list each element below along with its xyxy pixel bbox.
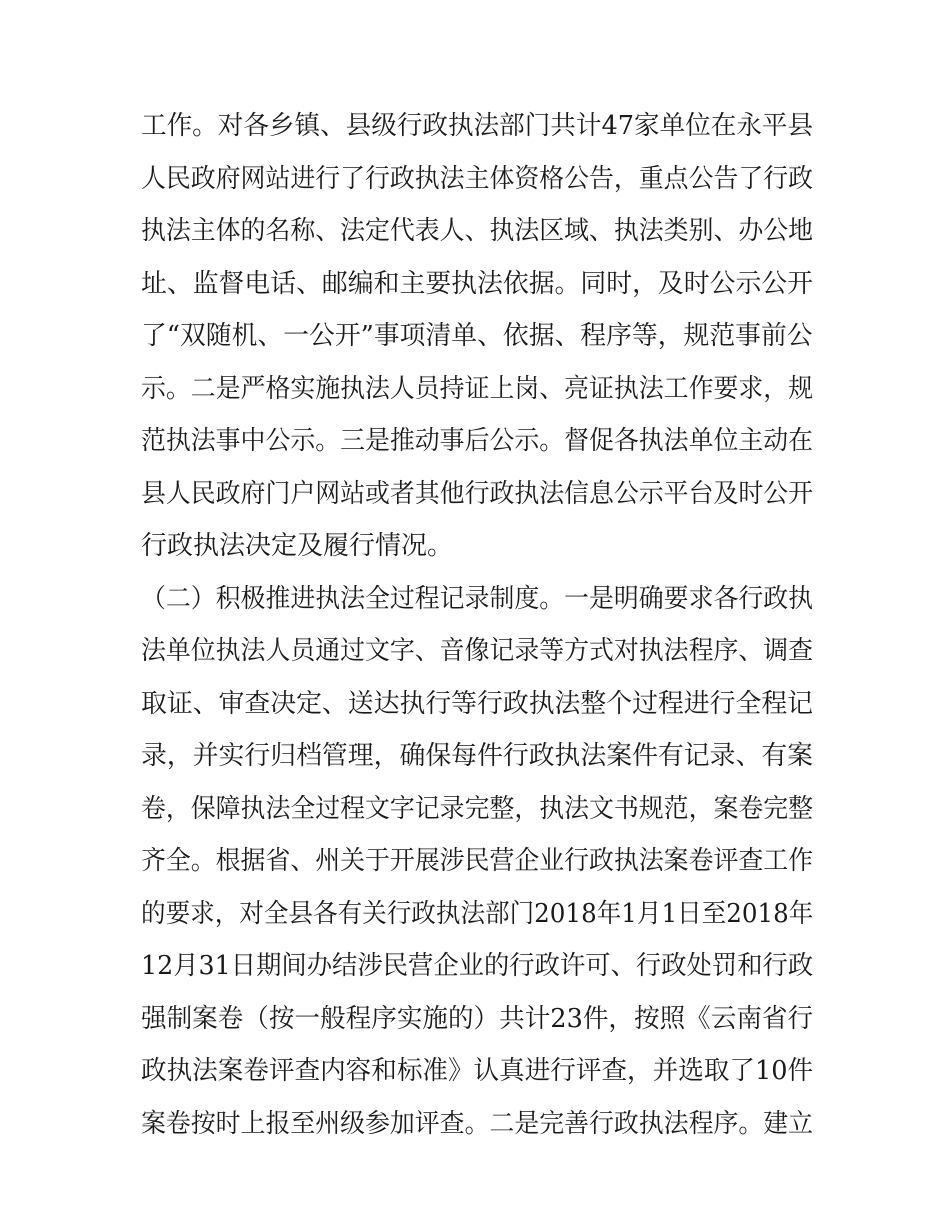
paragraph-line: 12月31日期间办结涉民营企业的行政许可、行政处罚和行政 — [141, 951, 814, 981]
paragraph-line: 执法主体的名称、法定代表人、执法区域、执法类别、办公地 — [141, 216, 814, 246]
paragraph-line: 址、监督电话、邮编和主要执法依据。同时，及时公示公开 — [141, 269, 814, 299]
paragraph-line: 录，并实行归档管理，确保每件行政执法案件有记录、有案 — [141, 741, 814, 771]
section-heading-line: （二）积极推进执法全过程记录制度。一是明确要求各行政执 — [141, 584, 814, 614]
paragraph-line: 示。二是严格实施执法人员持证上岗、亮证执法工作要求，规 — [141, 374, 814, 404]
paragraph-line: 取证、审查决定、送达执行等行政执法整个过程进行全程记 — [141, 689, 814, 719]
paragraph-line: 卷，保障执法全过程文字记录完整，执法文书规范，案卷完整 — [141, 794, 814, 824]
paragraph-line: 强制案卷（按一般程序实施的）共计23件，按照《云南省行 — [141, 1004, 814, 1034]
paragraph-line: 齐全。根据省、州关于开展涉民营企业行政执法案卷评查工作 — [141, 846, 814, 876]
paragraph-line: 人民政府网站进行了行政执法主体资格公告，重点公告了行政 — [141, 164, 814, 194]
paragraph-line: 政执法案卷评查内容和标准》认真进行评查，并选取了10件 — [141, 1056, 814, 1086]
paragraph-line: 了“双随机、一公开”事项清单、依据、程序等，规范事前公 — [141, 321, 813, 351]
paragraph-line: 案卷按时上报至州级参加评查。二是完善行政执法程序。建立 — [141, 1109, 814, 1139]
paragraph-line: 工作。对各乡镇、县级行政执法部门共计47家单位在永平县 — [141, 111, 814, 141]
paragraph-line: 的要求，对全县各有关行政执法部门2018年1月1日至2018年 — [141, 899, 814, 929]
paragraph-line: 法单位执法人员通过文字、音像记录等方式对执法程序、调查 — [141, 636, 814, 666]
paragraph-line: 行政执法决定及履行情况。 — [141, 531, 454, 561]
paragraph-line: 县人民政府门户网站或者其他行政执法信息公示平台及时公开 — [141, 479, 814, 509]
paragraph-line: 范执法事中公示。三是推动事后公示。督促各执法单位主动在 — [141, 426, 814, 456]
